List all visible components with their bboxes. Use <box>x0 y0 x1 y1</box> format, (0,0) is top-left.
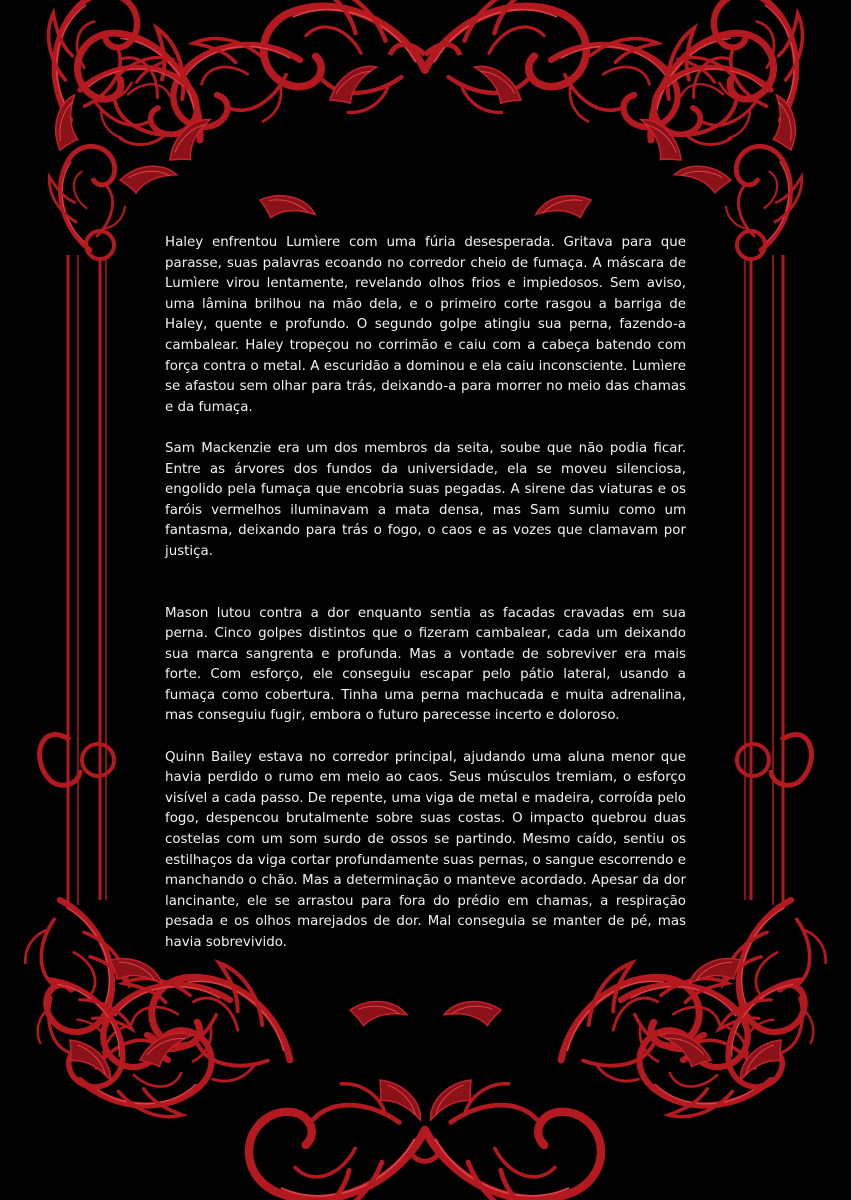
top-ornament <box>54 0 796 236</box>
paragraph-quinn: Quinn Bailey estava no corredor principal, ajudando uma aluna menor que havia perdido o rumo em meio ao caos. Seus músculos tremiam, o esforço visível a cada passo. De repente, uma viga de metal e madeira, corroída pelo fogo, despencou brutalmente sobre suas costas. O impacto quebrou duas costelas com um som surdo de ossos se partindo. Mesmo caído, sentiu os estilhaços da viga cortar profundamente suas pernas, o sangue escorrendo e manchando o chão. Mas a determinação o manteve acordado. Apesar da dor lancinante, ele se arrastou para fora do prédio em chamas, a respiração pesada e os olhos marejados de dor. Mal conseguia se manter de pé, mas havia sobrevivido. <box>165 749 686 950</box>
paragraph-haley: Haley enfrentou Lumìere com uma fúria desesperada. Gritava para que parasse, suas palavras ecoando no corredor cheio de fumaça. A máscara de Lumìere virou lentamente, revelando olhos frios e impiedosos. Sem aviso, uma lâmina brilhou na mão dela, e o primeiro corte rasgou a barriga de Haley, quente e profundo. O segundo golpe atingiu sua perna, fazendo-a cambalear. Haley tropeçou no corrimão e caiu com a cabeça batendo com força contra o metal. A escuridão a dominou e ela caiu inconsciente. Lumìere se afastou sem olhar para trás, deixando-a para morrer no meio das chamas e da fumaça. <box>165 235 686 415</box>
right-rail <box>745 255 783 905</box>
paragraph-mason: Mason lutou contra a dor enquanto sentia as facadas cravadas em sua perna. Cinco golpes distintos que o fizeram cambalear, cada um deixando sua marca sangrenta e profunda. Mas a vontade de sobreviver era mais forte. Com esforço, ele conseguiu escapar pelo pátio lateral, usando a fumaça como cobertura. Tinha uma perna machucada e muita adrenalina, mas conseguiu fugir, embora o futuro parecesse incerto e doloroso. <box>165 605 686 724</box>
bottom-ornament <box>87 945 764 1200</box>
paragraph-sam: Sam Mackenzie era um dos membros da seita, soube que não podia ficar. Entre as árvores dos fundos da universidade, ela se moveu silenciosa, engolido pela fumaça que encobria suas pegadas. A sirene das viaturas e os faróis vermelhos iluminavam a mata densa, mas Sam sumiu como um fantasma, deixando para trás o fogo, o caos e as vozes que clamavam por justiça. <box>165 440 686 559</box>
left-rail <box>68 255 106 905</box>
story-text <box>165 233 686 974</box>
